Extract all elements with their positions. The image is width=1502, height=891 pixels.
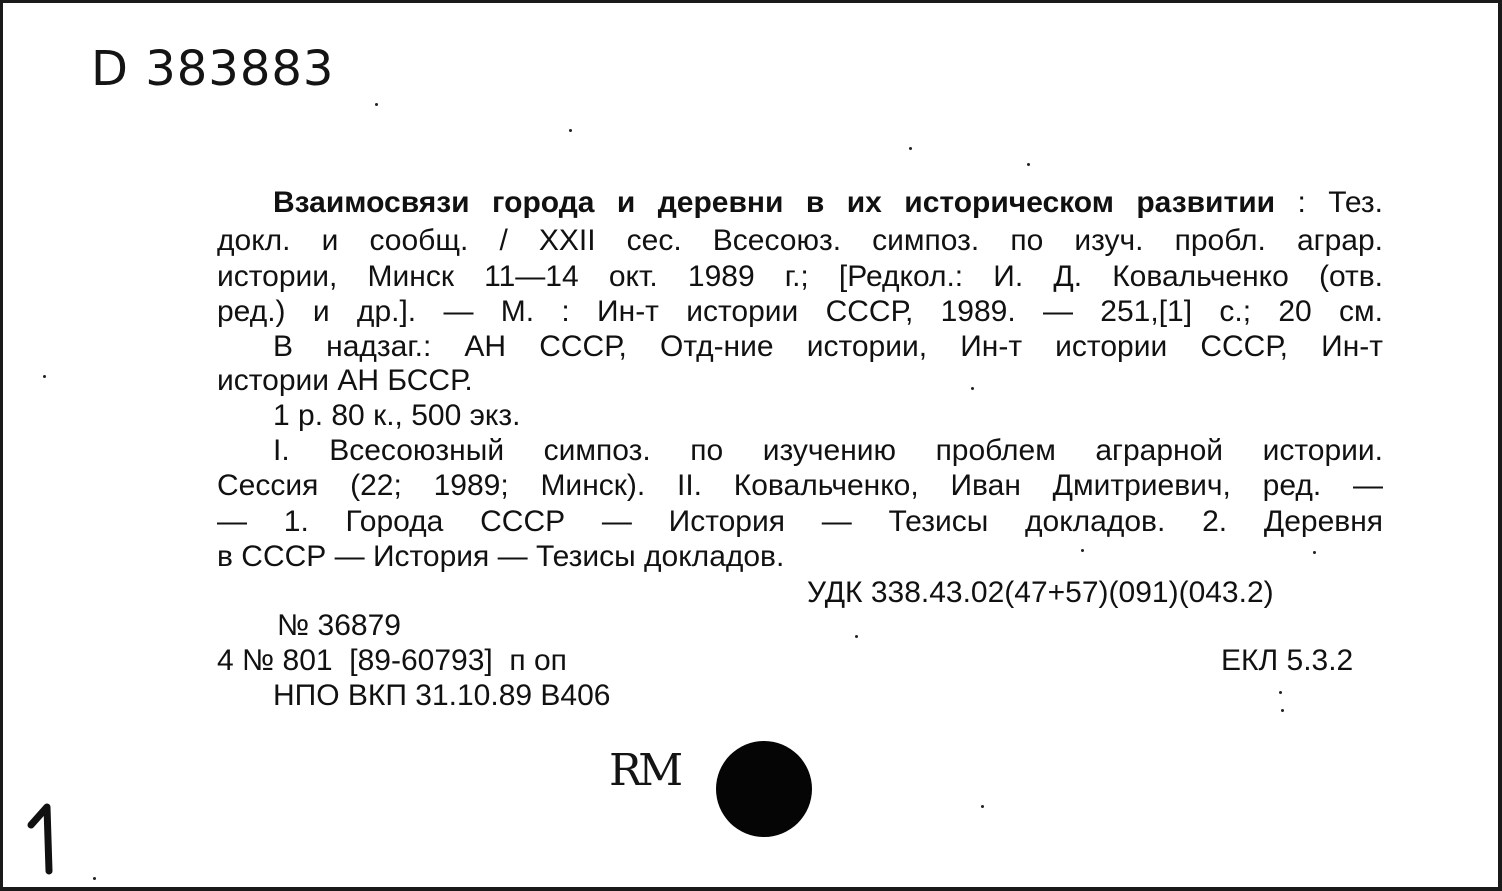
ekl-code: ЕКЛ 5.3.2 bbox=[1221, 644, 1354, 677]
tracing-line-4: в СССР — История — Тезисы докладов. bbox=[217, 540, 785, 573]
handwritten-mark bbox=[23, 803, 73, 877]
rm-stamp: RM bbox=[609, 745, 680, 796]
scan-speck bbox=[1279, 691, 1282, 694]
scan-speck bbox=[569, 129, 572, 132]
accession-number: № 36879 bbox=[277, 609, 401, 642]
body-line-2: истории, Минск 11—14 окт. 1989 г.; [Редкол.: И. Д. Ковальченко (отв. bbox=[217, 260, 1383, 293]
title-rest: : Тез. bbox=[1275, 186, 1383, 219]
tracing-line-2: Сессия (22; 1989; Минск). II. Ковальченко, Иван Дмитриевич, ред. — bbox=[217, 469, 1383, 502]
scan-speck bbox=[1081, 549, 1084, 552]
tracing-line-1: I. Всесоюзный симпоз. по изучению проблем аграрной истории. bbox=[273, 434, 1383, 467]
scan-speck bbox=[971, 387, 974, 390]
scan-speck bbox=[93, 877, 96, 880]
tracing-line-3: — 1. Города СССР — История — Тезисы докладов. 2. Деревня bbox=[217, 505, 1383, 538]
card-number: D 383883 bbox=[91, 41, 335, 97]
punch-hole bbox=[716, 741, 812, 837]
scan-speck bbox=[981, 805, 984, 808]
title-bold: Взаимосвязи города и деревни в их историческом развитии bbox=[273, 186, 1276, 219]
scan-speck bbox=[375, 103, 378, 106]
note-line-1: В надзаг.: АН СССР, Отд-ние истории, Ин-т истории СССР, Ин-т bbox=[273, 330, 1383, 363]
title-line bbox=[273, 187, 1383, 219]
scan-speck bbox=[855, 635, 858, 638]
scan-speck bbox=[43, 375, 46, 378]
note-line-2: истории АН БССР. bbox=[217, 364, 473, 397]
scan-speck bbox=[1027, 163, 1030, 166]
order-line: 4 № 801 [89-60793] п оп bbox=[217, 644, 567, 677]
scan-speck bbox=[909, 147, 912, 150]
body-line-1: докл. и сообщ. / XXII сес. Всесоюз. симпоз. по изуч. пробл. аграр. bbox=[217, 224, 1383, 257]
udc-code: УДК 338.43.02(47+57)(091)(043.2) bbox=[807, 576, 1274, 609]
printer-line: НПО ВКП 31.10.89 В406 bbox=[273, 679, 611, 712]
scan-speck bbox=[1313, 551, 1316, 554]
scan-speck bbox=[1281, 709, 1284, 712]
price-line: 1 р. 80 к., 500 экз. bbox=[273, 399, 521, 432]
body-line-3: ред.) и др.]. — М. : Ин-т истории СССР, 1989. — 251,[1] с.; 20 см. bbox=[217, 295, 1383, 328]
